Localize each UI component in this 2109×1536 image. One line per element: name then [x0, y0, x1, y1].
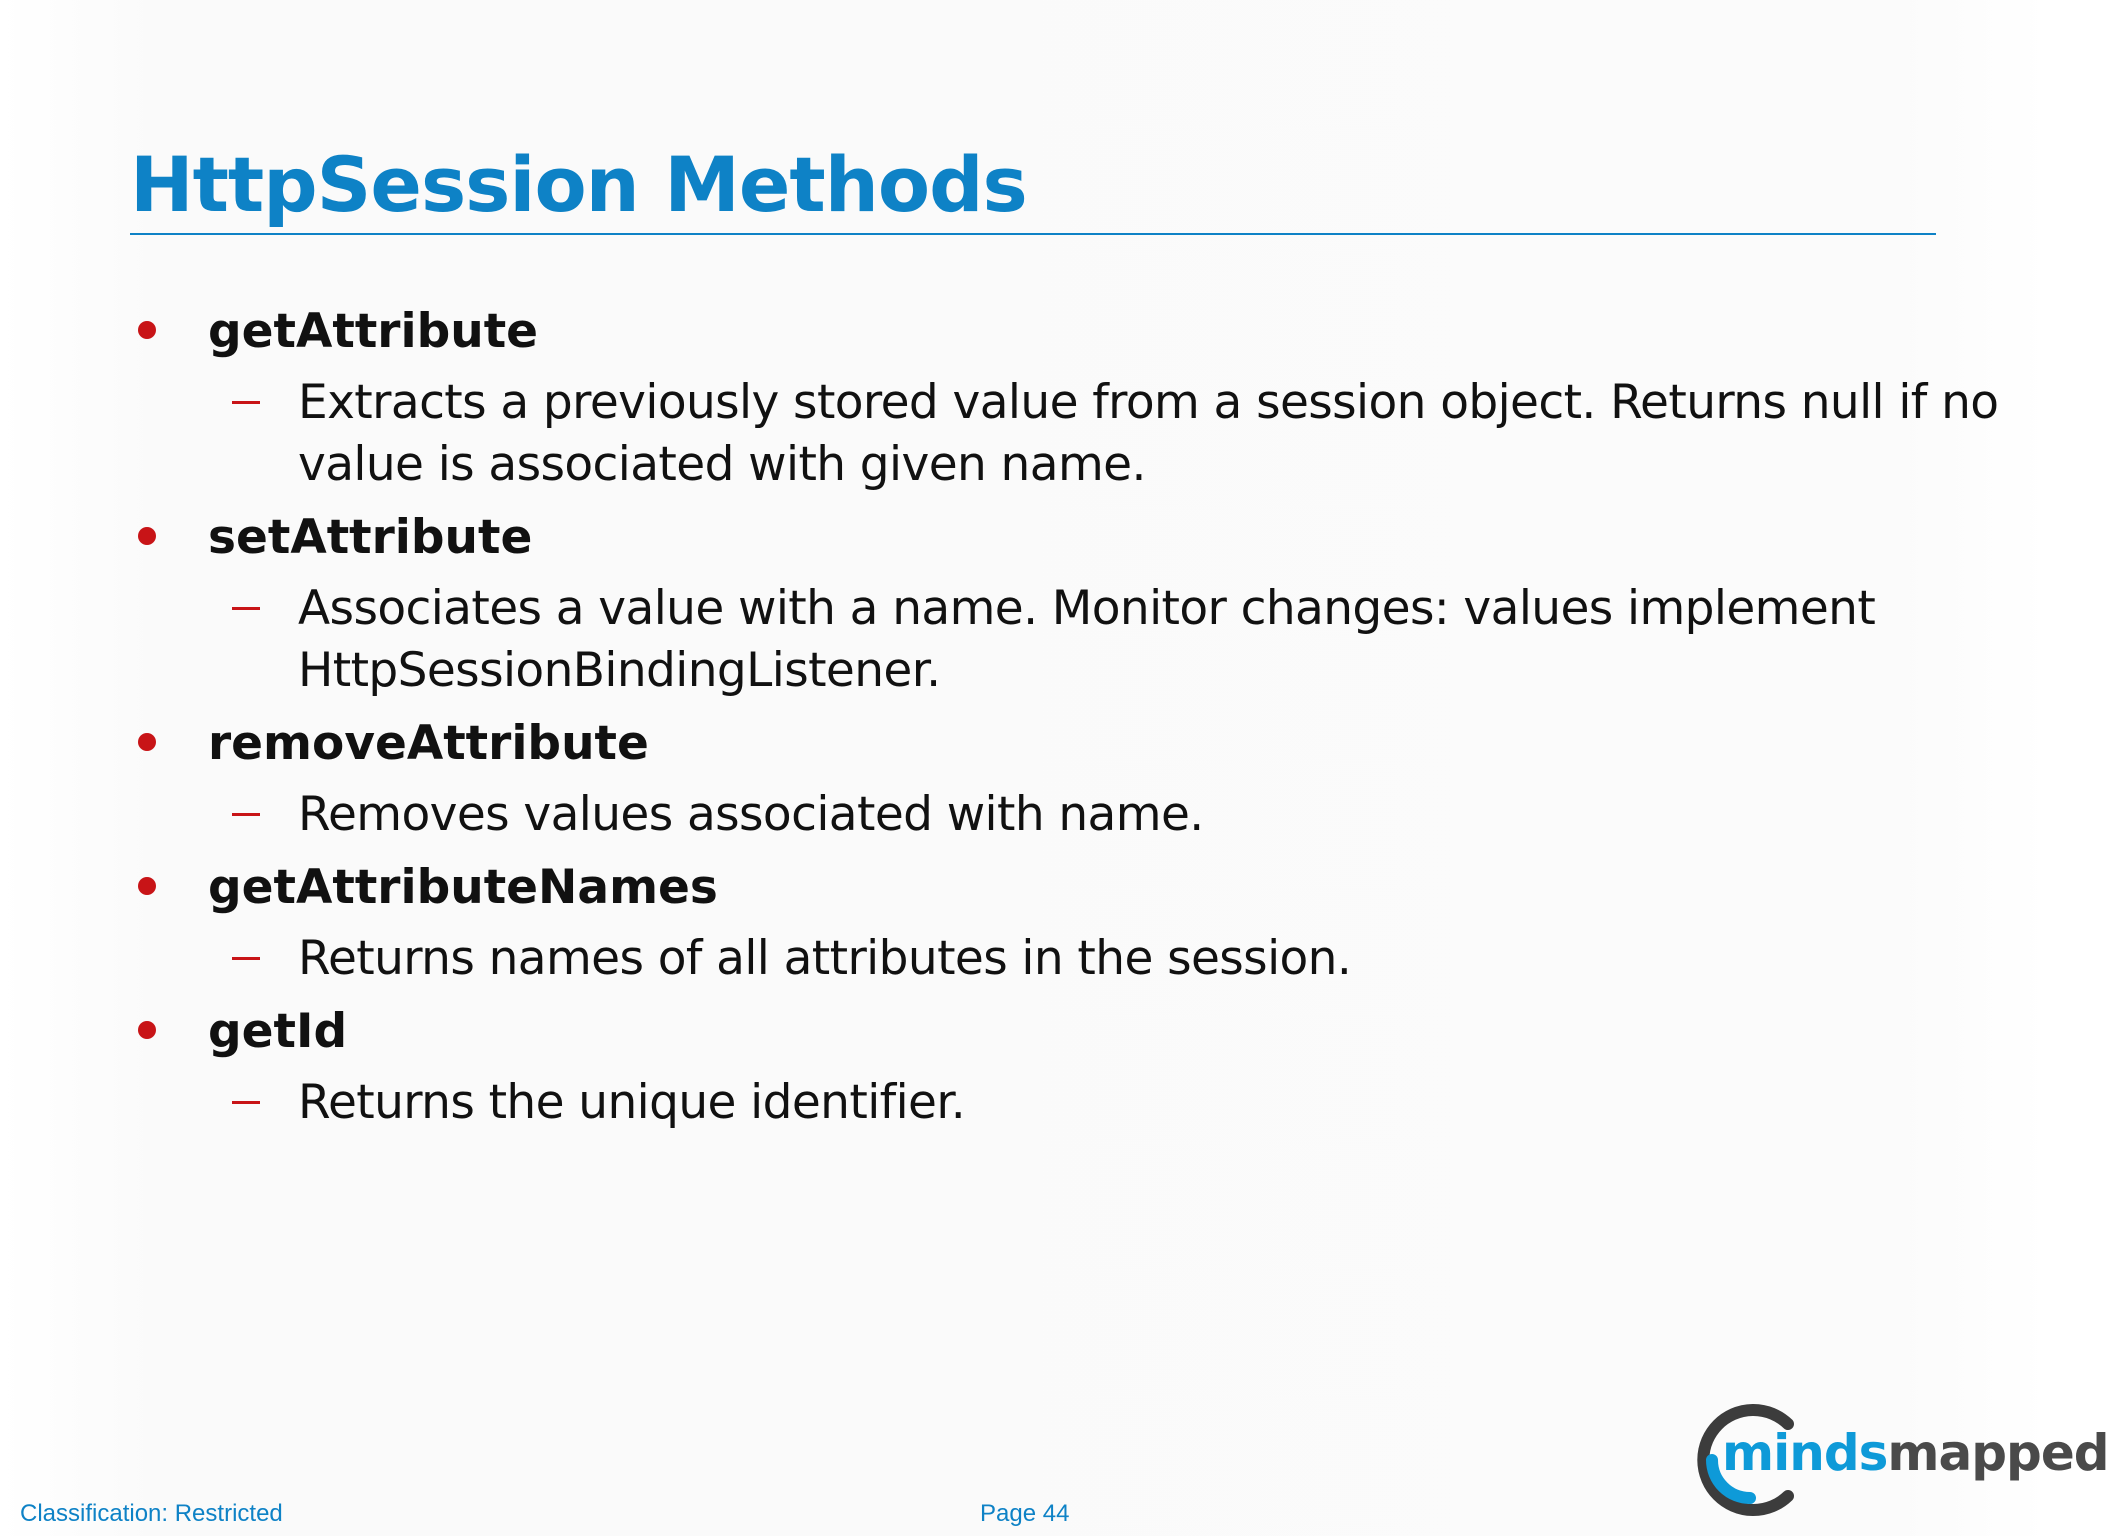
- method-description-row: [130, 928, 2010, 990]
- dash-icon: [232, 957, 260, 960]
- logo-text-mapped: mapped: [1887, 1424, 2109, 1482]
- slide-title: HttpSession Methods: [130, 140, 1027, 229]
- method-description: Extracts a previously stored value from a session object. Returns null if no value is associated with given name.: [298, 375, 1999, 492]
- method-name: getId: [208, 1004, 348, 1059]
- classification-label: Classification: Restricted: [20, 1500, 283, 1527]
- bullet-icon: [138, 733, 156, 751]
- bullet-icon: [138, 877, 156, 895]
- list-item: [130, 856, 2010, 990]
- bullet-icon: [138, 1021, 156, 1039]
- logo-text-minds: minds: [1722, 1424, 1888, 1482]
- method-name: removeAttribute: [208, 716, 649, 771]
- title-underline: [130, 233, 1936, 235]
- method-list: [130, 300, 2010, 1144]
- brand-logo: [1690, 1400, 2109, 1520]
- logo-wordmark: [1722, 1424, 2109, 1482]
- list-item: [130, 506, 2010, 702]
- method-description-row: [130, 784, 2010, 846]
- method-description-row: [130, 1072, 2010, 1134]
- method-name: getAttributeNames: [208, 860, 718, 915]
- dash-icon: [232, 1101, 260, 1104]
- method-description-row: [130, 372, 2010, 496]
- list-item: [130, 1000, 2010, 1134]
- bullet-icon: [138, 321, 156, 339]
- dash-icon: [232, 401, 260, 404]
- method-description: Returns names of all attributes in the session.: [298, 931, 1352, 986]
- method-description-row: [130, 578, 2010, 702]
- page-number: Page 44: [980, 1500, 1070, 1527]
- dash-icon: [232, 607, 260, 610]
- list-item: [130, 712, 2010, 846]
- method-name: setAttribute: [208, 510, 533, 565]
- method-description: Returns the unique identifier.: [298, 1075, 966, 1130]
- method-description: Associates a value with a name. Monitor changes: values implement HttpSessionBindingListener.: [298, 581, 1876, 698]
- dash-icon: [232, 813, 260, 816]
- method-description: Removes values associated with name.: [298, 787, 1204, 842]
- list-item: [130, 300, 2010, 496]
- method-name: getAttribute: [208, 304, 539, 359]
- bullet-icon: [138, 527, 156, 545]
